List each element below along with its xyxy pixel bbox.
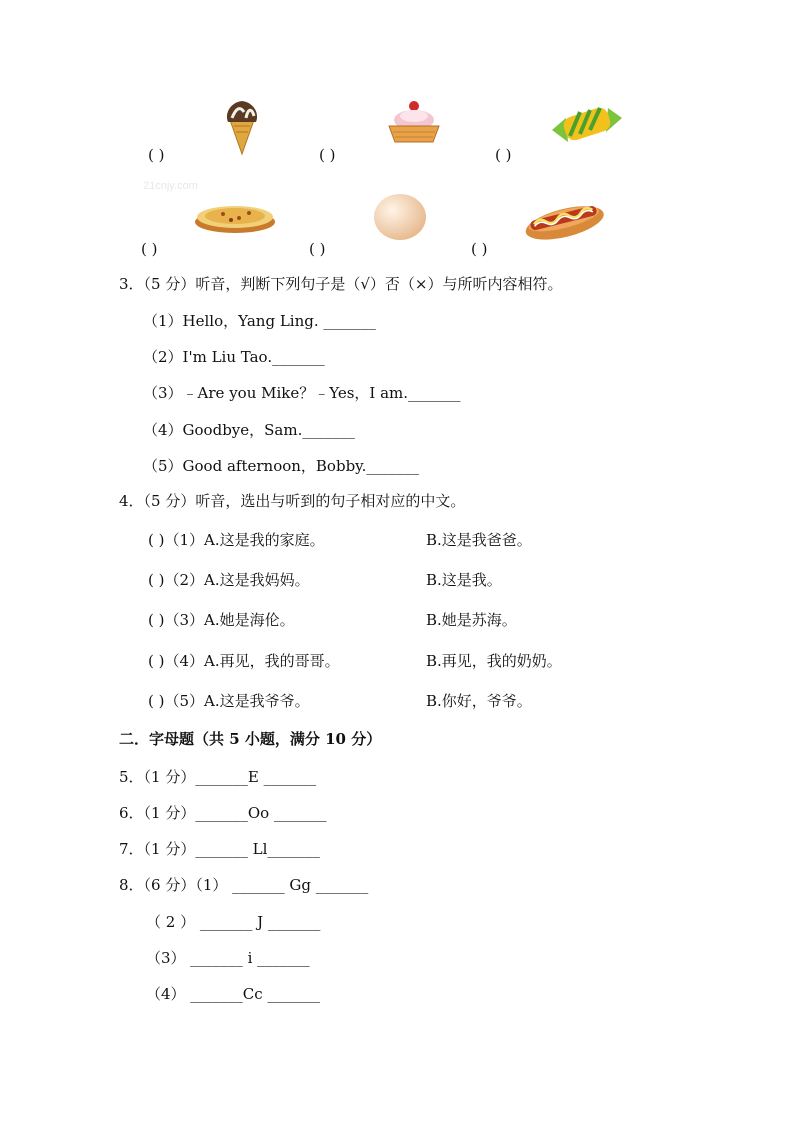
letter-question[interactable]: 5．（1 分）_______E _______ bbox=[119, 768, 317, 786]
q4-item-left[interactable]: ( )（2）A.这是我妈妈。 bbox=[148, 571, 310, 589]
answer-paren[interactable]: ( ) bbox=[319, 146, 336, 164]
answer-paren[interactable]: ( ) bbox=[471, 240, 488, 258]
q3-item[interactable]: （1）Hello，Yang Ling. _______ bbox=[143, 312, 376, 330]
letter-question[interactable]: 7．（1 分）_______ Ll_______ bbox=[119, 840, 320, 858]
q4-option-b: B.再见，我的奶奶。 bbox=[426, 652, 562, 670]
q4-item-left[interactable]: ( )（3）A.她是海伦。 bbox=[148, 611, 295, 629]
q3-item[interactable]: （2）I'm Liu Tao._______ bbox=[143, 348, 325, 366]
hot-dog-icon bbox=[522, 197, 606, 243]
letter-sub-question[interactable]: （3） _______ i _______ bbox=[146, 949, 310, 967]
cake-icon bbox=[385, 98, 443, 146]
pie-icon bbox=[193, 196, 277, 236]
q4-option-b: B.她是苏海。 bbox=[426, 611, 517, 629]
q3-item[interactable]: （4）Goodbye，Sam._______ bbox=[143, 421, 355, 439]
q3-item[interactable]: （5）Good afternoon，Bobby._______ bbox=[143, 457, 419, 475]
letter-question[interactable]: 8．（6 分）（1） _______ Gg _______ bbox=[119, 876, 369, 894]
question-3-title: 3．（5 分）听音，判断下列句子是（√）否（×）与所听内容相符。 bbox=[119, 275, 563, 293]
q4-option-b: B.这是我爸爸。 bbox=[426, 531, 532, 549]
candy-icon bbox=[550, 100, 624, 150]
question-4-title: 4．（5 分）听音，选出与听到的句子相对应的中文。 bbox=[119, 492, 466, 510]
ice-cream-icon bbox=[222, 98, 262, 156]
q4-option-b: B.这是我。 bbox=[426, 571, 502, 589]
q4-item-left[interactable]: ( )（5）A.这是我爷爷。 bbox=[148, 692, 310, 710]
answer-paren[interactable]: ( ) bbox=[309, 240, 326, 258]
answer-paren[interactable]: ( ) bbox=[148, 146, 165, 164]
letter-question[interactable]: 6．（1 分）_______Oo _______ bbox=[119, 804, 327, 822]
egg-icon bbox=[372, 191, 428, 243]
letter-sub-question[interactable]: （4） _______Cc _______ bbox=[146, 985, 320, 1003]
section-2-heading: 二．字母题（共 5 小题，满分 10 分） bbox=[119, 730, 382, 748]
answer-paren[interactable]: ( ) bbox=[141, 240, 158, 258]
answer-paren[interactable]: ( ) bbox=[495, 146, 512, 164]
q3-item[interactable]: （3）﹣Are you Mike？﹣Yes，I am._______ bbox=[143, 384, 461, 402]
q4-item-left[interactable]: ( )（1）A.这是我的家庭。 bbox=[148, 531, 325, 549]
q4-item-left[interactable]: ( )（4）A.再见，我的哥哥。 bbox=[148, 652, 340, 670]
letter-sub-question[interactable]: （ 2 ） _______ J _______ bbox=[146, 913, 321, 931]
q4-option-b: B.你好，爷爷。 bbox=[426, 692, 532, 710]
watermark-icon: 21cnjy.com bbox=[143, 180, 198, 192]
